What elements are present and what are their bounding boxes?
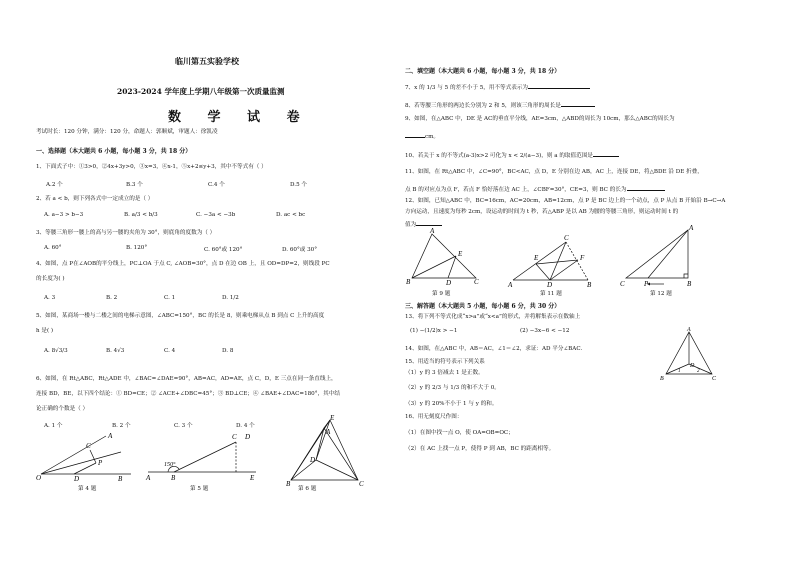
svg-text:B: B (286, 480, 291, 488)
q3-option-c: C. 60°或 120° (204, 247, 243, 253)
question-6-line-2: 连接 BD，BE，以下四个结论：① BD=CE；② ∠ACE+∠DBC=45°；③ BD⊥CE；④ ∠BAE+∠DAC=180°，其中结 (36, 391, 340, 397)
school-name: 临川第五实验学校 (175, 56, 239, 66)
question-6-line-3: 论正确的个数是（ ） (36, 406, 89, 412)
question-1: 1、下面式子中：①3>0，②4x+3y>0，③x=3，④x-1，⑤x+2≤y+3，其中不等式有（ ） (36, 164, 267, 170)
section-2-heading: 二、填空题（本大题共 6 小题，每小题 3 分，共 18 分） (405, 68, 561, 75)
question-12-line-2: 方向运动，且速度为每秒 2cm，设运动的时间为 t 秒，若△ABP 是以 AB 为腰的等腰三角形，则运动时间 t 的 (405, 209, 679, 215)
svg-text:B: B (660, 376, 664, 382)
svg-text:E: E (250, 474, 255, 482)
exam-title: 2023-2024 学年度上学期八年级第一次质量监测 (117, 87, 285, 96)
q5-option-a: A. 8√3/3 (44, 348, 68, 354)
svg-text:A: A (108, 432, 113, 440)
question-15-part-1: （1）y 的 3 倍减去 1 是正数。 (405, 370, 484, 376)
question-12-line-3: 值为 (405, 220, 442, 229)
caption-figure-11: 第 11 题 (540, 291, 562, 297)
svg-text:C: C (564, 234, 569, 242)
caption-figure-9: 第 9 题 (432, 291, 451, 297)
q2-option-d: D. ac < bc (276, 212, 306, 218)
svg-text:P: P (644, 280, 649, 288)
question-11-line-2: 点 B 的对应点为点 F，若点 F 恰好落在边 AC 上，∠CBF=30°，CE=3，则 BC 的长为 (405, 185, 665, 194)
question-16-part-1: （1）在图中找一点 O，使 OA=OB=OC； (405, 430, 514, 436)
svg-text:C: C (620, 280, 625, 288)
question-4-line-2: 的长度为( ) (36, 276, 65, 282)
question-11-line-1: 11、如图，在 Rt△ABC 中，∠C=90°，BC<AC，点 D，E 分别在边 AB，AC 上，连接 DE，将△BDE 沿 DE 折叠， (405, 169, 703, 175)
svg-text:F: F (580, 254, 585, 262)
question-16-part-2: （2）在 AC 上找一点 P，使得 P 到 AB，BC 的距离相等。 (405, 446, 555, 452)
caption-figure-12: 第 12 题 (650, 291, 672, 297)
svg-text:A: A (146, 474, 151, 482)
question-6-line-1: 6、如图，在 Rt△ABC，Rt△ADE 中，∠BAC=∠DAE=90°，AB=AC，AD=AE，点 C，D，E 三点在同一条直线上， (36, 376, 337, 382)
svg-text:B: B (687, 280, 692, 288)
svg-text:D: D (245, 433, 251, 441)
angle-150-label: 150° (164, 462, 176, 468)
caption-figure-4: 第 4 题 (78, 486, 97, 492)
q3-option-b: B. 120° (126, 245, 148, 251)
q6-option-a: A. 1 个 (44, 423, 63, 429)
svg-text:O: O (36, 474, 42, 482)
question-9-line-2: cm。 (405, 132, 439, 141)
exam-info: 考试时长：120 分钟，满分：120 分，命题人：郭顺斌，审题人：徐凯凌 (36, 129, 218, 135)
svg-text:2: 2 (697, 369, 700, 374)
svg-text:D: D (690, 363, 695, 369)
q5-option-d: D. 8 (222, 348, 234, 354)
question-5-line-2: h 是( ) (36, 328, 54, 334)
q4-option-a: A. 3 (44, 295, 56, 301)
svg-text:D: D (74, 475, 80, 483)
question-5-line-1: 5、如图，某商场一楼与二楼之间的电梯示意图，∠ABC=150°，BC 的长是 8，则乘电梯从点 B 到点 C 上升的高度 (36, 313, 325, 319)
svg-text:E: E (330, 414, 335, 422)
q1-option-c: C.4 个 (208, 182, 225, 188)
figure-6 (286, 414, 366, 486)
figure-12 (620, 226, 700, 286)
question-7: 7、x 的 1/3 与 5 的差不小于 5，用不等式表示为 (405, 83, 590, 92)
figure-14 (658, 326, 720, 382)
section-1-heading: 一、选择题（本大题共 6 小题，每小题 3 分，共 18 分） (36, 148, 192, 155)
q5-option-b: B. 4√3 (106, 348, 125, 354)
question-4-line-1: 4、如图，点 P在∠AOB的平分线上，PC⊥OA 于点 C, ∠AOB=30°，点 D 在边 OB 上，且 OD=DP=2，则线段 PC (36, 261, 330, 267)
caption-figure-5: 第 5 题 (190, 486, 209, 492)
svg-text:B: B (118, 475, 123, 483)
subject-title: 数 学 试 卷 (168, 110, 311, 125)
q3-option-d: D. 60°或 30° (282, 247, 318, 253)
question-15-part-3: （3）y 的 20%不小于 1 与 y 的和。 (405, 401, 498, 407)
svg-text:A: A (687, 327, 691, 333)
question-9-line-1: 9、如图，在△ABC 中，DE 是 AC的垂直平分线，AE=3cm，△ABD的周长为 10cm，那么△ABC的周长为 (405, 116, 675, 122)
figure-4 (36, 432, 136, 482)
svg-text:C: C (86, 442, 91, 450)
svg-text:P: P (98, 459, 103, 467)
question-13-part-2: (2) −3x−6 < −12 (520, 328, 570, 334)
svg-text:A: A (430, 227, 435, 235)
q2-option-a: A. a−3 > b−3 (44, 212, 84, 218)
svg-text:D: D (446, 279, 452, 287)
figure-9 (404, 226, 484, 286)
svg-text:E: E (534, 254, 539, 262)
caption-figure-6: 第 6 题 (298, 486, 317, 492)
q6-option-b: B. 2 个 (112, 423, 131, 429)
svg-text:C: C (712, 376, 717, 382)
q1-option-b: B.3 个 (126, 182, 143, 188)
figure-5 (146, 432, 266, 482)
svg-text:A: A (326, 428, 331, 436)
svg-text:B: B (406, 278, 411, 286)
svg-text:E: E (458, 250, 463, 258)
q4-option-b: B. 2 (106, 295, 118, 301)
svg-text:B: B (587, 281, 592, 289)
q1-option-a: A.2 个 (46, 182, 63, 188)
svg-text:B: B (171, 474, 176, 482)
question-13-part-1: (1) −(1/2)x > −1 (410, 328, 458, 334)
q3-option-a: A. 60° (44, 245, 62, 251)
svg-text:C: C (474, 278, 479, 286)
question-12-line-1: 12、如图，已知△ABC 中，BC=16cm，AC=20cm，AB=12cm，点 P 是 BC 边上的一个动点，点 P 从点 B 开始沿 B→C→A (405, 198, 726, 204)
q4-option-c: C. 1 (164, 295, 176, 301)
svg-text:D: D (547, 281, 553, 289)
q6-option-d: D. 4 个 (236, 423, 255, 429)
q4-option-d: D. 1/2 (222, 295, 239, 301)
svg-text:C: C (359, 480, 364, 488)
question-15-part-2: （2）y 的 2/3 与 1/3 的和不大于 0。 (405, 385, 500, 391)
question-14: 14、如图，在△ABC 中，AB＝AC，∠1＝∠2，求证：AD 平分∠BAC． (405, 346, 587, 352)
svg-text:C: C (232, 433, 237, 441)
q5-option-c: C. 4 (164, 348, 176, 354)
svg-text:1: 1 (678, 369, 681, 374)
q6-option-c: C. 3 个 (174, 423, 193, 429)
figure-11 (508, 232, 598, 288)
question-15: 15、用适当的符号表示下列关系 (405, 359, 485, 365)
svg-text:A: A (508, 281, 513, 289)
question-8: 8、若等腰三角形的两边长分别为 2 和 5，则该三角形的周长是 (405, 101, 595, 110)
q2-option-b: B. a/3 < b/3 (124, 212, 158, 218)
question-16: 16、用无刻度尺作图： (405, 414, 463, 420)
question-13: 13、将下列不等式化成“x>a”或“x<a”的形式，并将解集表示在数轴上 (405, 314, 581, 320)
question-3: 3、等腰三角形一腰上的高与另一腰的夹角为 30°，则底角的度数为（ ） (36, 230, 216, 236)
q1-option-d: D.5 个 (290, 182, 307, 188)
svg-text:D: D (310, 456, 316, 464)
section-3-heading: 三、解答题（本大题共 5 小题，每小题 6 分，共 30 分） (405, 303, 561, 310)
question-2: 2、若 a < b，则下列各式中一定成立的是（ ） (36, 196, 154, 202)
question-10: 10、若关于 x 的不等式(a-3)x>2 可化为 x < 2/(a−3)，则 a 的取值范围是 (405, 151, 619, 160)
svg-text:A: A (689, 224, 694, 232)
q2-option-c: C. −3a < −3b (196, 212, 236, 218)
